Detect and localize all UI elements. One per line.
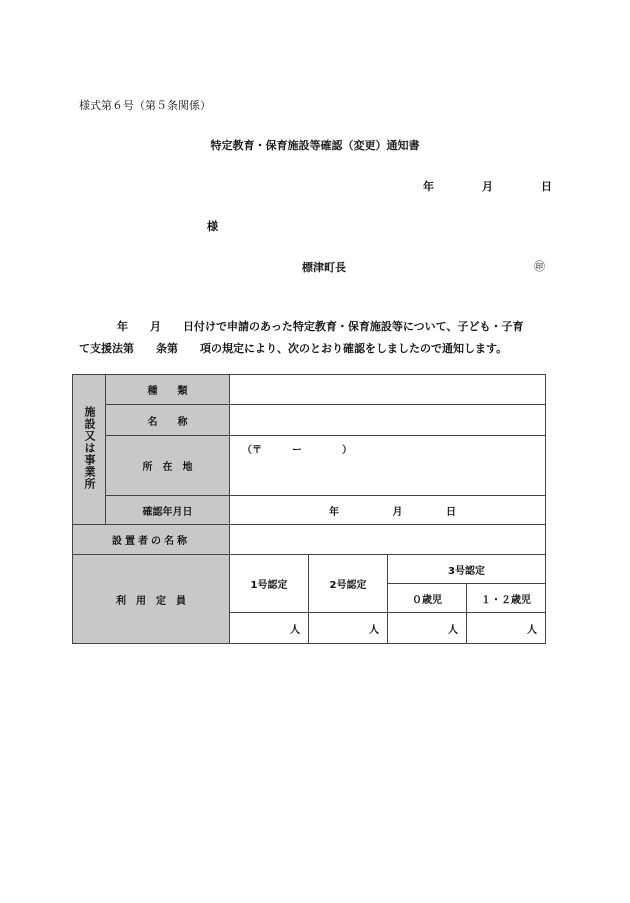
date-day-label: 日 [541,180,552,193]
date-month-label: 月 [482,180,493,193]
age0-count[interactable]: 人 [388,613,467,644]
facility-group-label-cell [73,375,106,525]
body-line-2: て支援法第 条第 項の規定により、次のとおり確認をしましたので通知します。 [79,342,508,355]
issuer-name: 標津町長 [302,261,346,274]
cert1-count[interactable]: 人 [230,613,309,644]
body-line-1: 年 月 日付けで申請のあった特定教育・保育施設等について、子ども・子育 [117,320,524,333]
cert2-header: 2号認定 [309,555,388,613]
founder-field[interactable] [230,525,546,555]
postal-code-placeholder: （〒 ー ） [242,445,352,456]
facility-group-label: 施設又は事業所 [83,406,96,490]
body-text [79,316,523,360]
age12-count[interactable]: 人 [467,613,546,644]
cert1-header: 1号認定 [230,555,309,613]
kind-label: 種 類 [106,375,230,405]
confirm-date-field[interactable] [230,496,546,525]
facility-table [72,374,546,644]
name-label: 名 称 [106,405,230,436]
seal-mark: ㊞ [534,260,545,273]
kind-field[interactable] [230,375,546,405]
form-number: 様式第６号（第５条関係） [79,99,211,112]
capacity-label: 利 用 定 員 [73,555,230,644]
name-field[interactable] [230,405,546,436]
age0-header: ０歳児 [388,584,467,613]
cert2-count[interactable]: 人 [309,613,388,644]
confirm-year-label: 年 [329,506,340,518]
date-year-label: 年 [423,180,434,193]
confirm-day-label: 日 [445,506,456,518]
cert3-header: 3号認定 [388,555,546,584]
founder-label: 設置者の名称 [73,525,230,555]
confirm-month-label: 月 [392,506,403,518]
confirm-date-label: 確認年月日 [106,496,230,525]
address-field[interactable] [230,436,546,496]
address-label: 所 在 地 [106,436,230,496]
recipient-suffix: 様 [207,220,218,233]
age12-header: １・２歳児 [467,584,546,613]
document-title: 特定教育・保育施設等確認（変更）通知書 [210,139,420,152]
